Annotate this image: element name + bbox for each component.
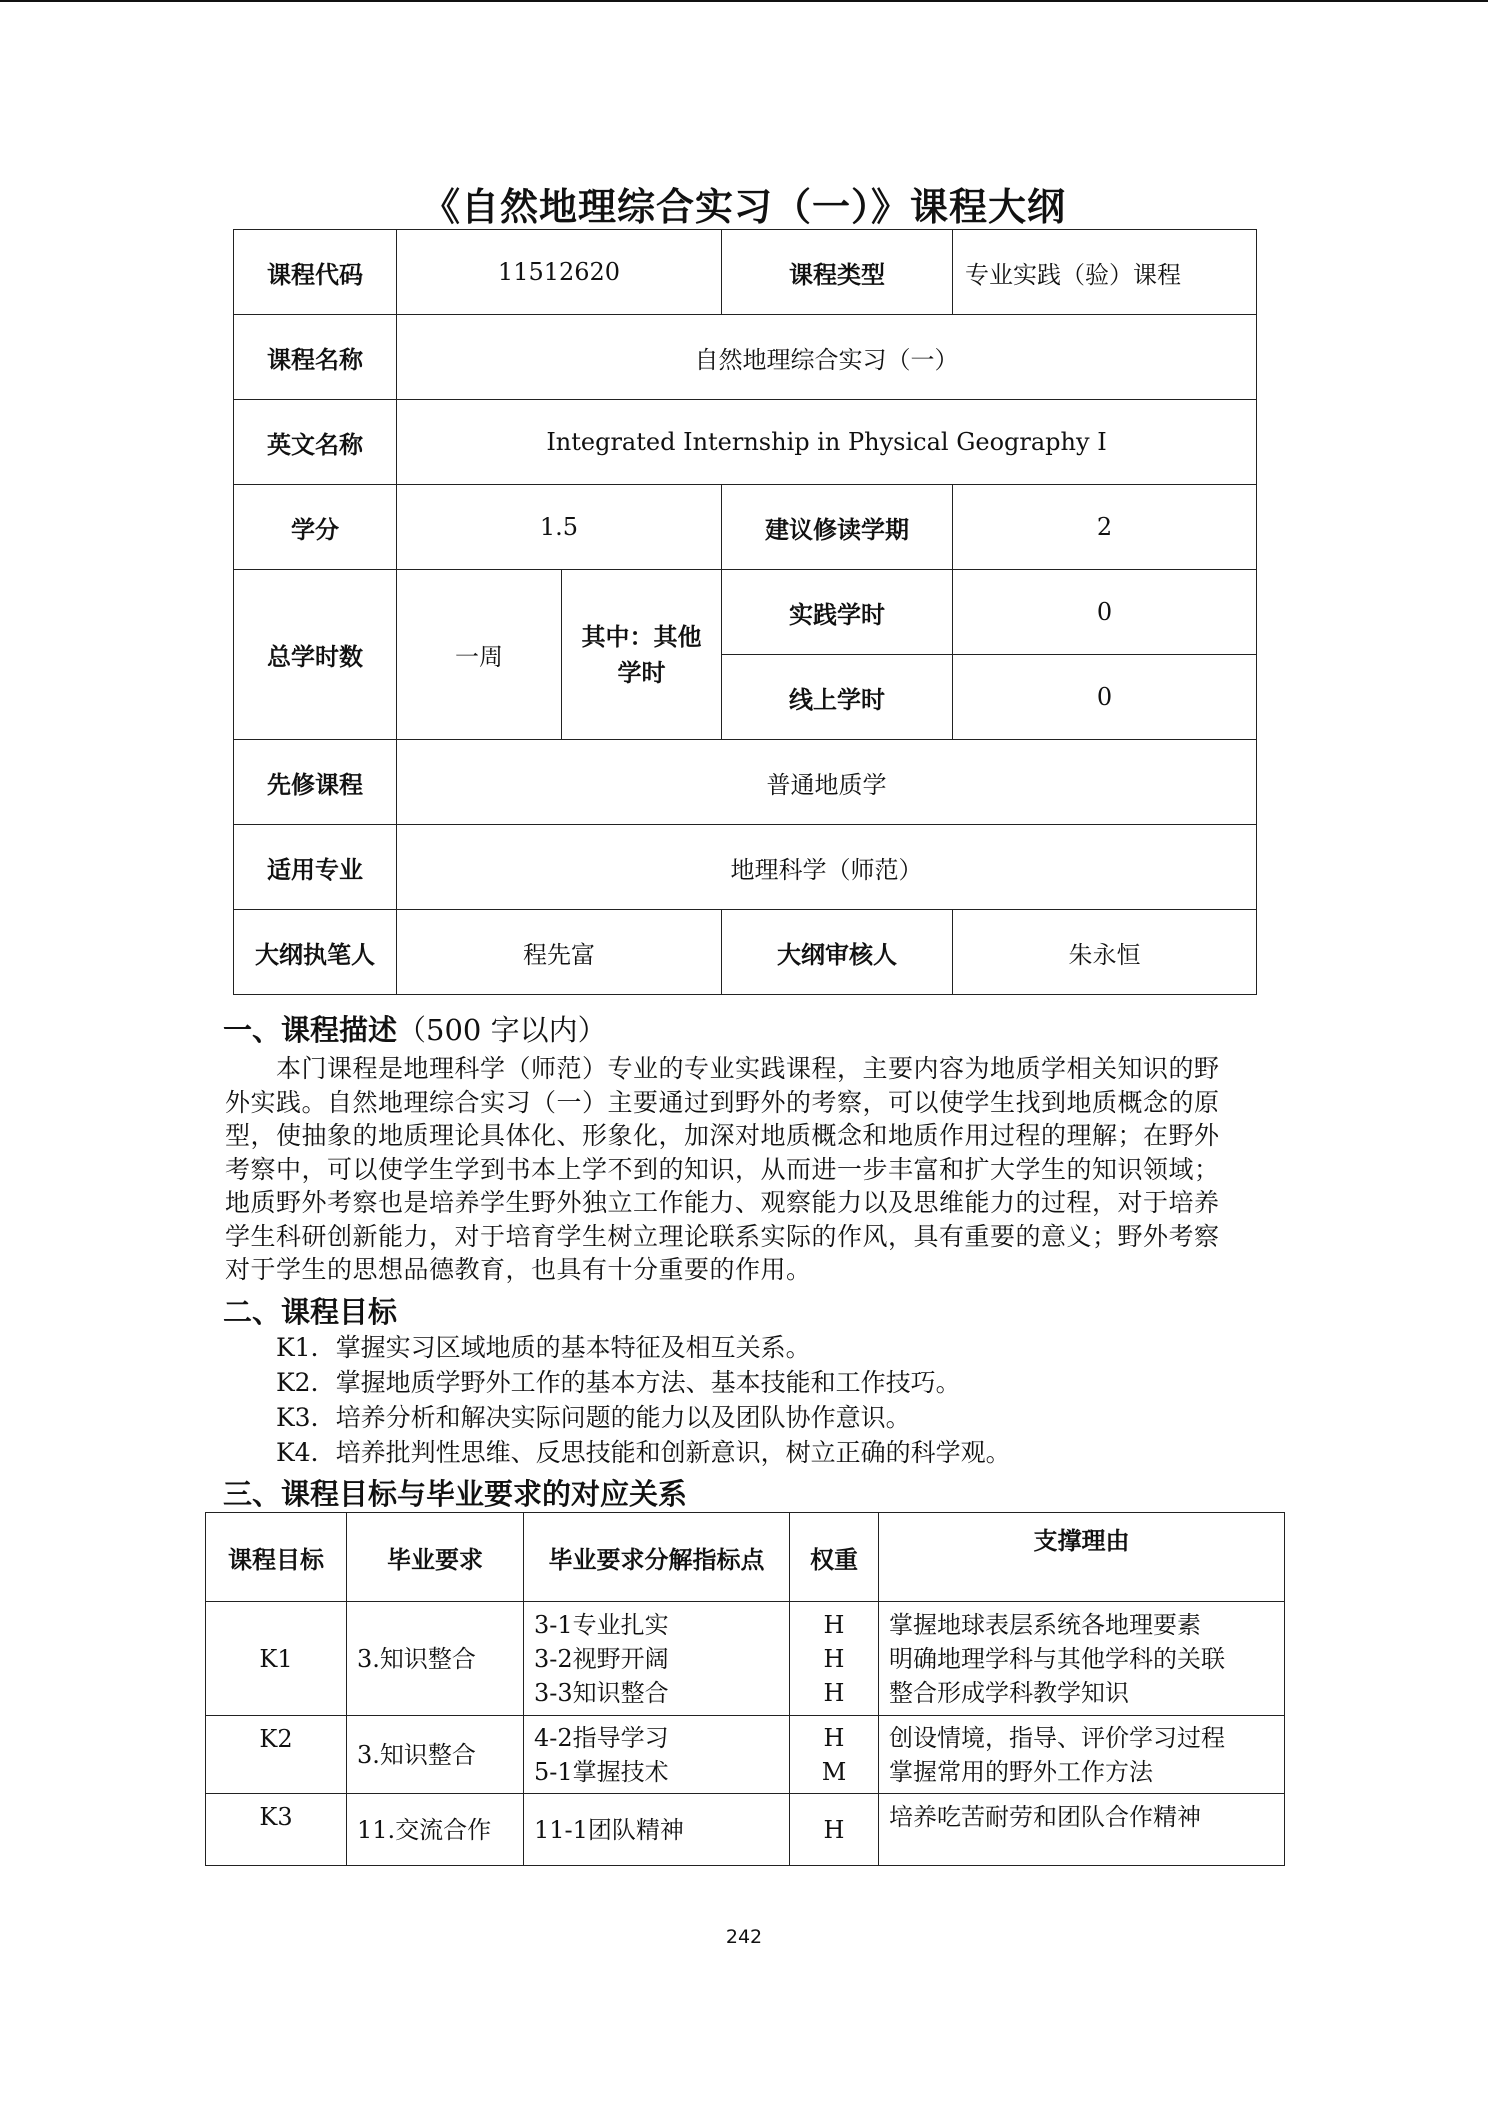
course-name-label: 课程名称 [234, 315, 397, 400]
practice-hours-label: 实践学时 [722, 570, 953, 655]
section-1-note: （500 字以内） [397, 1013, 607, 1047]
header-weight: 权重 [790, 1513, 879, 1602]
reason: 掌握常用的野外工作方法 [889, 1757, 1153, 1786]
author-label: 大纲执笔人 [234, 910, 397, 995]
header-indicators: 毕业要求分解指标点 [524, 1513, 790, 1602]
description-line: 地质野外考察也是培养学生野外独立工作能力、观察能力以及思维能力的过程，对于培养 [225, 1188, 1220, 1217]
weight-cell [790, 1602, 879, 1716]
course-type-label: 课程类型 [722, 230, 953, 315]
weight-cell [790, 1716, 879, 1794]
page-title: 《自然地理综合实习（一）》课程大纲 [421, 185, 1066, 229]
objective-item: K3．培养分析和解决实际问题的能力以及团队协作意识。 [276, 1403, 911, 1432]
weight: H [823, 1610, 845, 1639]
table-row [206, 1602, 1285, 1716]
online-hours-label: 线上学时 [722, 655, 953, 740]
reason: 培养吃苦耐劳和团队合作精神 [889, 1803, 1201, 1831]
course-type-value: 专业实践（验）课程 [953, 230, 1257, 315]
indicator: 5-1掌握技术 [534, 1757, 669, 1786]
course-info-table [233, 229, 1257, 995]
course-code-value: 11512620 [397, 230, 722, 315]
top-border-line [0, 0, 1488, 2]
major-label: 适用专业 [234, 825, 397, 910]
reason: 掌握地球表层系统各地理要素 [889, 1610, 1201, 1639]
section-1-heading [223, 1008, 607, 1049]
semester-value: 2 [953, 485, 1257, 570]
course-code-label: 课程代码 [234, 230, 397, 315]
description-line: 型，使抽象的地质理论具体化、形象化，加深对地质概念和地质作用过程的理解；在野外 [225, 1121, 1220, 1150]
indicators-cell [524, 1602, 790, 1716]
description-line: 考察中，可以使学生学到书本上学不到的知识，从而进一步丰富和扩大学生的知识领域； [225, 1154, 1220, 1184]
info-row-prerequisite [234, 740, 1257, 825]
info-row-credits [234, 485, 1257, 570]
indicator: 3-3知识整合 [534, 1678, 669, 1707]
total-hours-value: 一周 [397, 570, 562, 740]
weight: H [823, 1723, 845, 1752]
requirement-cell: 3.知识整合 [347, 1602, 524, 1716]
prerequisite-label: 先修课程 [234, 740, 397, 825]
indicator: 4-2指导学习 [534, 1723, 669, 1752]
section-1-title: 一、课程描述 [223, 1013, 398, 1047]
header-requirement: 毕业要求 [347, 1513, 524, 1602]
author-value: 程先富 [397, 910, 722, 995]
objective-item: K1．掌握实习区域地质的基本特征及相互关系。 [276, 1333, 811, 1362]
indicators-cell [524, 1716, 790, 1794]
description-line: 本门课程是地理科学（师范）专业的专业实践课程，主要内容为地质学相关知识的野 [225, 1054, 1220, 1083]
english-name-value: Integrated Internship in Physical Geography I [397, 400, 1257, 485]
objective-item: K2．掌握地质学野外工作的基本方法、基本技能和工作技巧。 [276, 1368, 961, 1397]
indicator: 3-1专业扎实 [534, 1610, 669, 1639]
requirement-cell: 3.知识整合 [347, 1716, 524, 1794]
info-row-name [234, 315, 1257, 400]
info-row-english [234, 400, 1257, 485]
info-row-code [234, 230, 1257, 315]
reviewer-value: 朱永恒 [953, 910, 1257, 995]
table-row [206, 1716, 1285, 1794]
goal-cell: K3 [206, 1794, 347, 1866]
info-row-major [234, 825, 1257, 910]
total-hours-label: 总学时数 [234, 570, 397, 740]
goal-cell: K2 [206, 1716, 347, 1794]
requirement-cell: 11.交流合作 [347, 1794, 524, 1866]
english-name-label: 英文名称 [234, 400, 397, 485]
objective-item: K4．培养批判性思维、反思技能和创新意识，树立正确的科学观。 [276, 1438, 1011, 1467]
reviewer-label: 大纲审核人 [722, 910, 953, 995]
major-value: 地理科学（师范） [397, 825, 1257, 910]
credits-label: 学分 [234, 485, 397, 570]
table-header-row [206, 1513, 1285, 1602]
description-line: 学生科研创新能力，对于培育学生树立理论联系实际的作风，具有重要的意义；野外考察 [225, 1221, 1220, 1251]
weight: H [823, 1815, 845, 1844]
weight: H [823, 1678, 845, 1707]
reason-cell [879, 1716, 1285, 1794]
objective-requirement-table [205, 1512, 1285, 1866]
indicators-cell [524, 1794, 790, 1866]
prerequisite-value: 普通地质学 [397, 740, 1257, 825]
weight-cell [790, 1794, 879, 1866]
reason: 创设情境，指导、评价学习过程 [889, 1723, 1225, 1752]
course-name-value: 自然地理综合实习（一） [397, 315, 1257, 400]
info-row-authors [234, 910, 1257, 995]
reason-cell [879, 1794, 1285, 1866]
reason-cell [879, 1602, 1285, 1716]
info-row-hours-a [234, 570, 1257, 655]
semester-label: 建议修读学期 [722, 485, 953, 570]
weight: M [821, 1757, 847, 1786]
credits-value: 1.5 [397, 485, 722, 570]
other-hours-label: 其中：其他学时 [562, 570, 722, 740]
practice-hours-value: 0 [953, 570, 1257, 655]
reason: 整合形成学科教学知识 [889, 1678, 1129, 1707]
header-goal: 课程目标 [206, 1513, 347, 1602]
course-description [225, 1052, 1265, 1287]
header-reason: 支撑理由 [879, 1513, 1285, 1602]
reason: 明确地理学科与其他学科的关联 [889, 1644, 1225, 1673]
weight: H [823, 1644, 845, 1673]
table-row [206, 1794, 1285, 1866]
description-line: 外实践。自然地理综合实习（一）主要通过到野外的考察，可以使学生找到地质概念的原 [225, 1087, 1220, 1117]
indicator: 3-2视野开阔 [534, 1644, 669, 1673]
description-line: 对于学生的思想品德教育，也具有十分重要的作用。 [225, 1255, 812, 1284]
online-hours-value: 0 [953, 655, 1257, 740]
indicator: 11-1团队精神 [534, 1815, 684, 1844]
section-2-heading: 二、课程目标 [223, 1295, 398, 1329]
section-3-heading: 三、课程目标与毕业要求的对应关系 [223, 1477, 688, 1511]
page-number: 242 [725, 1926, 763, 1948]
course-objectives [276, 1330, 1276, 1470]
goal-cell: K1 [206, 1602, 347, 1716]
